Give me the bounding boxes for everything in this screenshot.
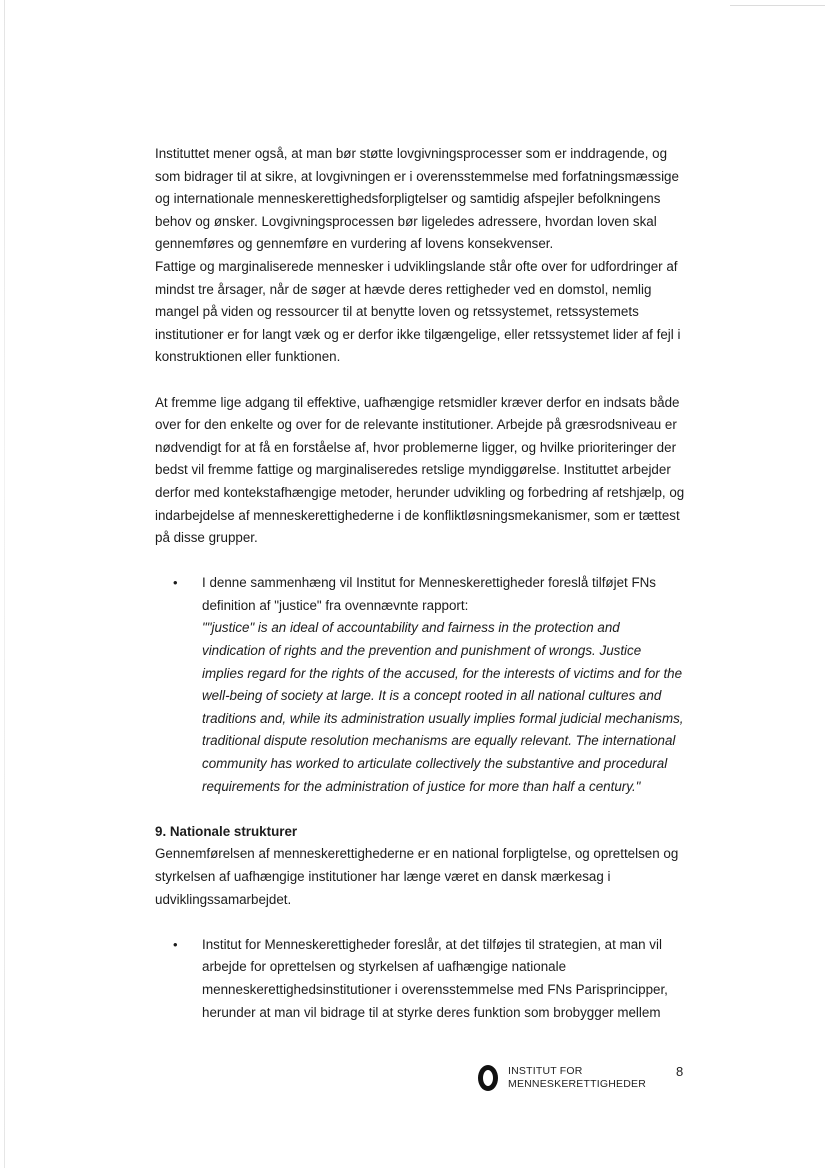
scan-edge-top: [730, 5, 825, 6]
justice-quote: ""justice" is an ideal of accountability and fairness in the protection and vindication of rights and the prevention and punishment of wrongs. Justice implies regard for the rights of the accused, for the interests of victims and for the well-being of society at large. It is a concept rooted in all national cultures and traditions and, while its administration usually implies formal judicial mechanisms, traditional dispute resolution mechanisms are equally relevant. The international community has worked to articulate collectively the substantive and procedural requirements for the administration of justice for more than half a century.": [202, 620, 684, 794]
page-number: 8: [676, 1064, 684, 1079]
scan-edge: [4, 0, 5, 1168]
paragraph-gap: [155, 911, 685, 934]
bullet-national-institutions: [155, 934, 685, 1024]
logo-text: [508, 1065, 646, 1091]
section-paragraph: Gennemførelsen af menneskerettighederne er en national forpligtelse, og oprettelsen og styrkelsen af uafhængige institutioner har længe været en dansk mærkesag i udviklingssamarbejdet.: [155, 846, 679, 907]
bullet-text: Institut for Menneskerettigheder foreslår, at det tilføjes til strategien, at man vil arbejde for oprettelsen og styrkelsen af uafhængige nationale menneskerettighedsinstitutioner i overensstemmelse med FNs Parisprincipper, herunder at man vil bidrage til at styrke deres funktion som brobygger mellem: [202, 936, 668, 1020]
section-heading: 9. Nationale strukturer: [155, 823, 298, 839]
logo-line-2: MENNESKERETTIGHEDER: [508, 1078, 646, 1090]
institute-logo: [478, 1065, 646, 1091]
paragraph-2: Fattige og marginaliserede mennesker i udviklingslande står ofte over for udfordringer af mindst tre årsager, når de søger at hævde deres rettigheder ved en domstol, nemlig mangel på viden og ressourcer til at benytte loven og retssystemet, retssystemets institutioner er for langt væk og er derfor ikke tilgængelige, eller retssystemet lider af fejl i konstruktionen eller funktionen.: [155, 258, 681, 365]
paragraph-1: Instituttet mener også, at man bør støtte lovgivningsprocesser som er inddragende, og som bidrager til at sikre, at lovgivningen er i overensstemmelse med forfatningsmæssige og internationale menneskerettighedsforpligtelser og samtidig afspejler befolkningens behov og ønsker. Lovgivningsprocessen bør ligeledes adressere, hvordan loven skal gennemføres og gennemføre en vurdering af lovens konsekvenser.: [155, 146, 679, 252]
paragraph-gap: [155, 798, 685, 821]
bullet-intro-text: I denne sammenhæng vil Institut for Menneskerettigheder foreslå tilføjet FNs definition af "justice" fra ovennævnte rapport:: [202, 575, 657, 613]
bullet-marker: •: [173, 936, 178, 952]
bullet-justice-definition: [155, 572, 685, 798]
paragraph-gap: [155, 369, 685, 392]
logo-line-1: INSTITUT FOR: [508, 1065, 583, 1077]
institute-ring-logo-icon: [478, 1065, 498, 1091]
bullet-marker: •: [173, 575, 178, 591]
document-body: [155, 143, 685, 1024]
paragraph-3: At fremme lige adgang til effektive, uafhængige retsmidler kræver derfor en indsats både over for den enkelte og over for de relevante institutioner. Arbejde på græsrodsniveau er nødvendigt for at få en forståelse af, hvor problemerne ligger, og hvilke prioriteringer der bedst vil fremme fattige og marginaliseredes retslige myndiggørelse. Instituttet arbejder derfor med kontekstafhængige metoder, herunder udvikling og forbedring af retshjælp, og indarbejdelse af menneskerettighederne i de konfliktløsningsmekanismer, som er tættest på disse grupper.: [155, 394, 685, 546]
paragraph-gap: [155, 550, 685, 573]
